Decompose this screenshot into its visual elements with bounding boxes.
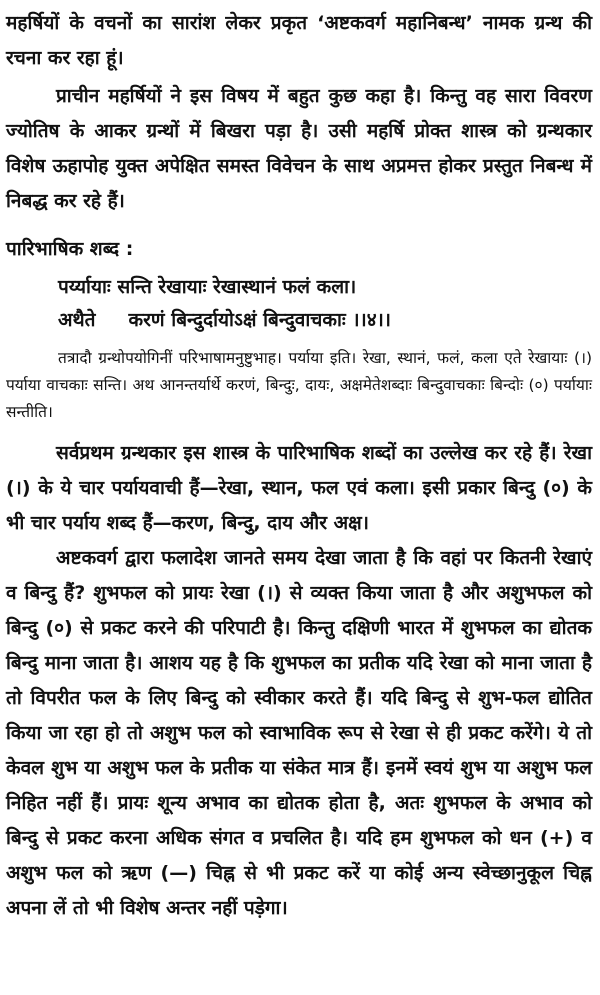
paragraph-rekha-bindu-meaning: अष्टकवर्ग द्वारा फलादेश जानते समय देखा जाता है कि वहां पर कितनी रेखाएं व बिन्दु हैं? शुभफल को प्रायः रेखा (।) से व्यक्त किया जाता है और अशुभफल को बिन्दु (०) से प्रकट करने की परिपाटी है। किन्तु दक्षिणी भारत में शुभफल का द्योतक बिन्दु माना जाता है। आशय यह है कि शुभफल का प्रतीक यदि रेखा को माना जाता है तो विपरीत फल के लिए बिन्दु को स्वीकार करते हैं। यदि बिन्दु से शुभ-फल द्योतित किया जा रहा हो तो अशुभ फल को स्वाभाविक रूप से रेखा से ही प्रकट करेंगे। ये तो केवल शुभ या अशुभ फल के प्रतीक या संकेत मात्र हैं। इनमें स्वयं शुभ या अशुभ फल निहित नहीं हैं। प्रायः शून्य अभाव का द्योतक होता है, अतः शुभफल के अभाव को बिन्दु से प्रकट करना अधिक संगत व प्रचलित है। यदि हम शुभफल को धन (+) व अशुभ फल को ऋण (—) चिह्न से भी प्रकट करें या कोई अन्य स्वेच्छानुकूल चिह्न अपना लें तो भी विशेष अन्तर नहीं पड़ेगा।	[6, 547, 592, 919]
intro-paragraph	[6, 6, 592, 76]
section-heading-terminology: पारिभाषिक शब्द :	[6, 238, 134, 260]
paragraph-terminology-explanation: सर्वप्रथम ग्रन्थकार इस शास्त्र के पारिभाषिक शब्दों का उल्लेख कर रहे हैं। रेखा (।) के ये चार पर्यायवाची हैं—रेखा, स्थान, फल एवं कला। इसी प्रकार बिन्दु (०) के भी चार पर्याय शब्द हैं—करण, बिन्दु, दाय और अक्ष।	[6, 442, 592, 534]
intro-text-start: महर्षियों के वचनों का सारांश लेकर प्रकृत	[6, 12, 318, 34]
intro-text-end: नामक ग्रन्थ की रचना कर रहा हूं।	[6, 12, 592, 69]
paragraph-ancient-sages: प्राचीन महर्षियों ने इस विषय में बहुत कुछ कहा है। किन्तु वह सारा विवरण ज्योतिष के आकर ग्रन्थों में बिखरा पड़ा है। उसी महर्षि प्रोक्त शास्त्र को ग्रन्थकार विशेष ऊहापोह युक्त अपेक्षित समस्त विवेचन के साथ अप्रमत्त होकर प्रस्तुत निबन्ध में निबद्ध कर रहे हैं।	[6, 85, 592, 212]
book-title-quote: ‘अष्टकवर्ग महानिबन्ध’	[317, 12, 473, 34]
verse-line-2: अथैते करणं बिन्दुर्दायोऽक्षं बिन्दुवाचकाः ।।४।।	[58, 309, 391, 331]
verse-line-1: पर्य्यायाः सन्ति रेखायाः रेखास्थानं फलं कला।	[58, 276, 357, 298]
sanskrit-commentary: तत्रादौ ग्रन्थोपयोगिनीं परिभाषामनुष्टुभाह। पर्याया इति। रेखा, स्थानं, फलं, कला एते रेखायाः (।) पर्याया वाचकाः सन्ति। अथ आनन्तर्यार्थे करणं, बिन्दुः, दायः, अक्षमेतेशब्दाः बिन्दुवाचकाः बिन्दोः (०) पर्यायाः सन्तीति।	[6, 349, 592, 421]
